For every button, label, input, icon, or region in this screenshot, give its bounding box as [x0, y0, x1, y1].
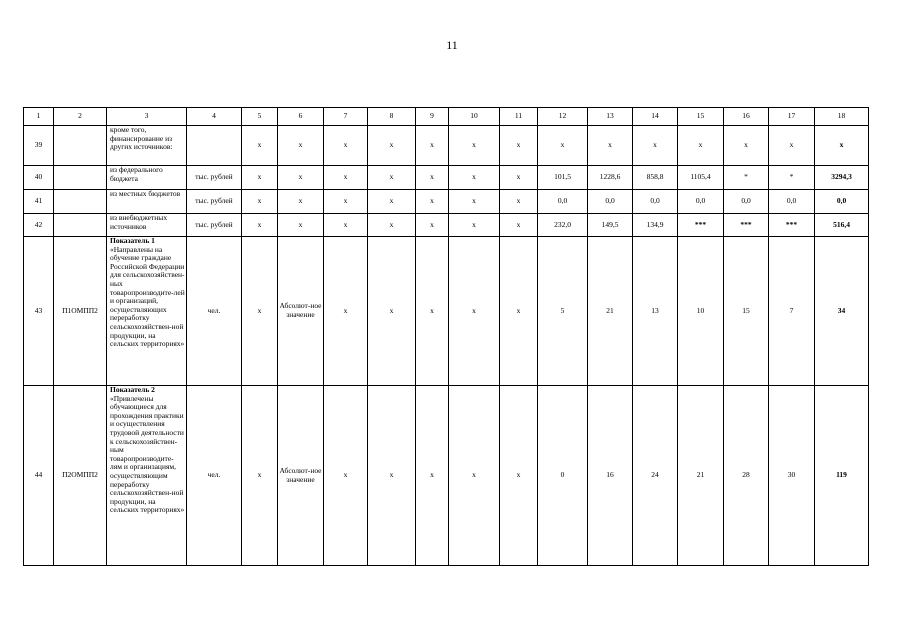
cell: х: [368, 237, 416, 386]
cell: 0,0: [769, 190, 815, 214]
row-code: [54, 190, 107, 214]
header-cell: 6: [278, 108, 324, 126]
cell: 30: [769, 386, 815, 566]
cell: х: [724, 126, 769, 166]
row-unit: чел.: [187, 237, 242, 386]
cell: х: [500, 166, 538, 190]
header-cell: 18: [815, 108, 869, 126]
cell: Абсолют-ное значение: [278, 386, 324, 566]
cell: *: [769, 166, 815, 190]
cell: х: [242, 166, 278, 190]
header-cell: 12: [538, 108, 588, 126]
cell: 5: [538, 237, 588, 386]
cell: х: [449, 237, 500, 386]
indicator-description: «Направлены на обучение граждане Российской Федерации для сельскохозяйствен-ных товаропроизводите-лей и организаций, осуществляющих переработку сельскохозяйствен-ной продукции, на сельских территориях»: [110, 244, 185, 349]
cell: х: [278, 214, 324, 237]
cell: х: [588, 126, 633, 166]
total-cell: 516,4: [815, 214, 869, 237]
cell: 0: [538, 386, 588, 566]
cell: х: [416, 126, 449, 166]
row-unit: тыс. рублей: [187, 190, 242, 214]
table-row: [24, 166, 869, 190]
cell: х: [368, 166, 416, 190]
cell: х: [500, 190, 538, 214]
row-number: 43: [24, 237, 54, 386]
cell: х: [633, 126, 678, 166]
header-cell: 3: [107, 108, 187, 126]
cell: х: [500, 214, 538, 237]
cell: х: [242, 214, 278, 237]
cell: х: [242, 237, 278, 386]
cell: х: [278, 166, 324, 190]
table-row: [24, 126, 869, 166]
cell: х: [324, 166, 368, 190]
cell: 101,5: [538, 166, 588, 190]
total-cell: 34: [815, 237, 869, 386]
row-name: кроме того, финансирование из других источников:: [107, 126, 187, 166]
row-code: [54, 126, 107, 166]
cell: 21: [678, 386, 724, 566]
table-row: [24, 190, 869, 214]
row-number: 42: [24, 214, 54, 237]
row-name: из местных бюджетов: [107, 190, 187, 214]
cell: х: [324, 386, 368, 566]
cell: х: [242, 386, 278, 566]
header-row: [24, 108, 869, 126]
cell: 1105,4: [678, 166, 724, 190]
total-cell: 0,0: [815, 190, 869, 214]
cell: х: [449, 126, 500, 166]
total-cell: х: [815, 126, 869, 166]
row-name: из внебюджетных источников: [107, 214, 187, 237]
header-cell: 14: [633, 108, 678, 126]
cell: х: [416, 386, 449, 566]
cell: х: [449, 214, 500, 237]
cell: ***: [678, 214, 724, 237]
cell: х: [242, 190, 278, 214]
row-number: 40: [24, 166, 54, 190]
cell: х: [416, 190, 449, 214]
cell: 858,8: [633, 166, 678, 190]
cell: х: [368, 214, 416, 237]
cell: 0,0: [724, 190, 769, 214]
cell: х: [416, 166, 449, 190]
cell: х: [449, 386, 500, 566]
cell: х: [368, 386, 416, 566]
cell: х: [678, 126, 724, 166]
cell: 15: [724, 237, 769, 386]
indicator-title: Показатель 2: [110, 385, 155, 394]
indicators-table: [23, 107, 869, 566]
header-cell: 8: [368, 108, 416, 126]
cell: х: [500, 386, 538, 566]
header-cell: 4: [187, 108, 242, 126]
row-number: 44: [24, 386, 54, 566]
page-number: 11: [446, 38, 458, 52]
cell: 0,0: [678, 190, 724, 214]
cell: х: [324, 126, 368, 166]
header-cell: 5: [242, 108, 278, 126]
cell: Абсолют-ное значение: [278, 237, 324, 386]
row-number: 41: [24, 190, 54, 214]
row-unit: тыс. рублей: [187, 166, 242, 190]
cell: *: [724, 166, 769, 190]
cell: 21: [588, 237, 633, 386]
cell: 232,0: [538, 214, 588, 237]
header-cell: 16: [724, 108, 769, 126]
row-name: [107, 386, 187, 566]
cell: х: [278, 190, 324, 214]
cell: х: [416, 214, 449, 237]
cell: 28: [724, 386, 769, 566]
row-code: П1ОМПП2: [54, 237, 107, 386]
cell: х: [538, 126, 588, 166]
total-cell: 119: [815, 386, 869, 566]
total-cell: 3294,3: [815, 166, 869, 190]
header-cell: 10: [449, 108, 500, 126]
header-cell: 13: [588, 108, 633, 126]
row-name: [107, 237, 187, 386]
cell: х: [449, 190, 500, 214]
cell: 1228,6: [588, 166, 633, 190]
cell: 0,0: [588, 190, 633, 214]
table-row: [24, 386, 869, 566]
row-number: 39: [24, 126, 54, 166]
cell: х: [278, 126, 324, 166]
indicator-description: «Привлечены обучающиеся для прохождения практики и осуществления трудовой деятельности к сельскохозяйствен-ным товаропроизводите-лям и организациям, осуществляющим переработку сельскохозяйствен-ной продукции, на сельских территориях»: [110, 393, 185, 515]
row-code: [54, 166, 107, 190]
cell: х: [500, 126, 538, 166]
cell: 13: [633, 237, 678, 386]
cell: ***: [724, 214, 769, 237]
row-unit: [187, 126, 242, 166]
header-cell: 17: [769, 108, 815, 126]
cell: х: [324, 214, 368, 237]
header-cell: 7: [324, 108, 368, 126]
cell: 7: [769, 237, 815, 386]
cell: х: [324, 190, 368, 214]
row-unit: чел.: [187, 386, 242, 566]
cell: ***: [769, 214, 815, 237]
table-row: [24, 237, 869, 386]
cell: 10: [678, 237, 724, 386]
cell: х: [769, 126, 815, 166]
table-row: [24, 214, 869, 237]
cell: 0,0: [633, 190, 678, 214]
cell: х: [368, 126, 416, 166]
cell: 24: [633, 386, 678, 566]
cell: 0,0: [538, 190, 588, 214]
row-name: из федерального бюджета: [107, 166, 187, 190]
cell: х: [449, 166, 500, 190]
row-code: [54, 214, 107, 237]
row-unit: тыс. рублей: [187, 214, 242, 237]
cell: 134,9: [633, 214, 678, 237]
cell: 149,5: [588, 214, 633, 237]
header-cell: 11: [500, 108, 538, 126]
cell: х: [324, 237, 368, 386]
header-cell: 9: [416, 108, 449, 126]
indicator-title: Показатель 1: [110, 236, 155, 245]
cell: 16: [588, 386, 633, 566]
header-cell: 1: [24, 108, 54, 126]
header-cell: 15: [678, 108, 724, 126]
cell: х: [368, 190, 416, 214]
row-code: П2ОМПП2: [54, 386, 107, 566]
cell: х: [500, 237, 538, 386]
cell: х: [416, 237, 449, 386]
cell: х: [242, 126, 278, 166]
header-cell: 2: [54, 108, 107, 126]
